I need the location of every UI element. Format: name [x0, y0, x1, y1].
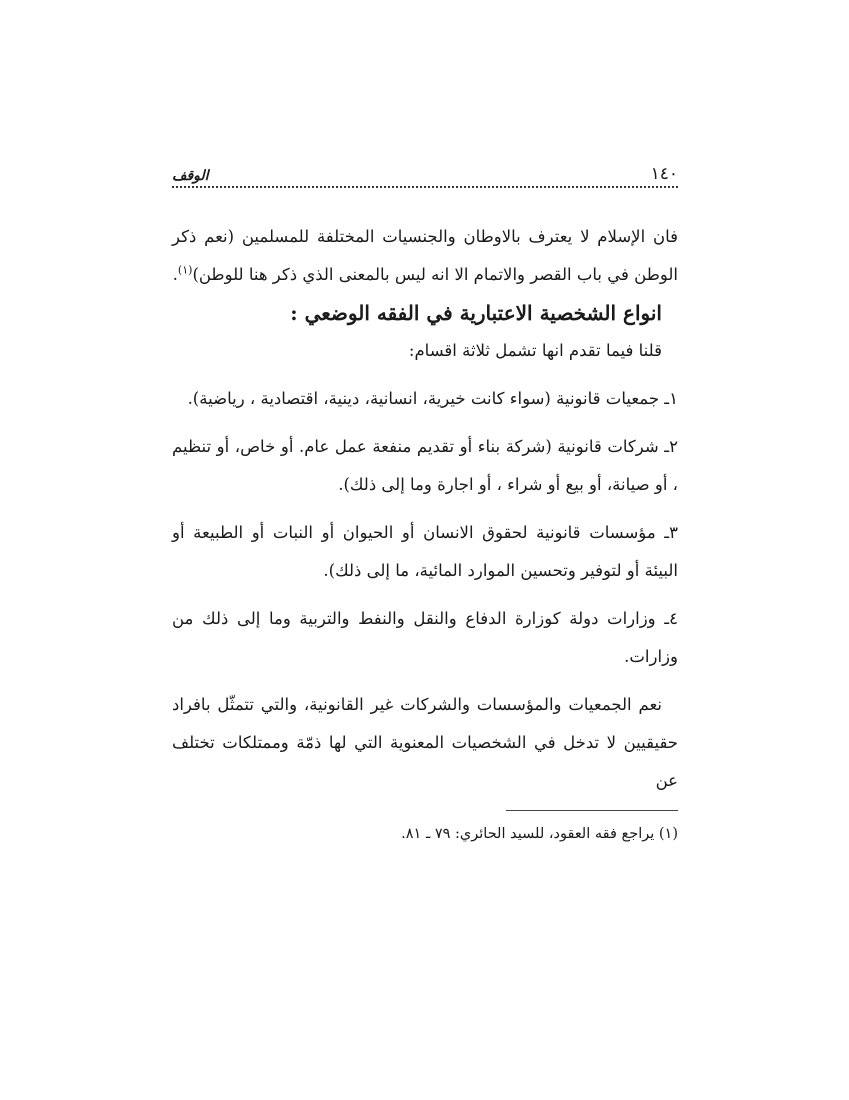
section-heading: انواع الشخصية الاعتبارية في الفقه الوضعي : — [290, 301, 662, 325]
closing-paragraph: نعم الجمعيات والمؤسسات والشركات غير القانونية، والتي تتمثّل بافراد حقيقيين لا تدخل في الشخصيات المعنوية التي لها ذمّة وممتلكات تختلف عن — [172, 695, 678, 790]
footnote-reference[interactable]: (١) — [177, 263, 193, 277]
intro-end: . — [172, 265, 178, 284]
list-item-1: ١ـ جمعيات قانونية (سواء كانت خيرية، انسانية، دينية، اقتصادية ، رياضية). — [187, 389, 678, 408]
footnote: (١) يراجع فقه العقود، للسيد الحائري: ٧٩ ـ ٨١. — [401, 826, 678, 842]
running-title: الوقف — [172, 168, 209, 184]
lead-paragraph: قلنا فيما تقدم انها تشمل ثلاثة اقسام: — [408, 341, 662, 360]
list-item-2: ٢ـ شركات قانونية (شركة بناء أو تقديم منفعة عمل عام. أو خاص، أو تنظيم ، أو صيانة، أو بيع أو شراء ، أو اجارة وما إلى ذلك). — [172, 437, 678, 494]
intro-paragraph — [172, 218, 678, 294]
intro-text: فان الإسلام لا يعترف بالاوطان والجنسيات المختلفة للمسلمين (نعم ذكر الوطن في باب القصر والاتمام الا انه ليس بالمعنى الذي ذكر هنا للوطن) — [172, 227, 678, 284]
list-item-4: ٤ـ وزارات دولة كوزارة الدفاع والنقل والنفط والتربية وما إلى ذلك من وزارات. — [172, 609, 678, 666]
header-dotted-rule — [172, 186, 678, 188]
page-number: ١٤٠ — [650, 164, 678, 184]
page-body — [172, 218, 678, 800]
list-item-3: ٣ـ مؤسسات قانونية لحقوق الانسان أو الحيوان أو النبات أو الطبيعة أو البيئة أو لتوفير وتحسين الموارد المائية، ما إلى ذلك). — [172, 523, 678, 580]
book-page — [172, 150, 678, 862]
footnote-divider — [506, 810, 678, 811]
running-header — [172, 150, 678, 184]
